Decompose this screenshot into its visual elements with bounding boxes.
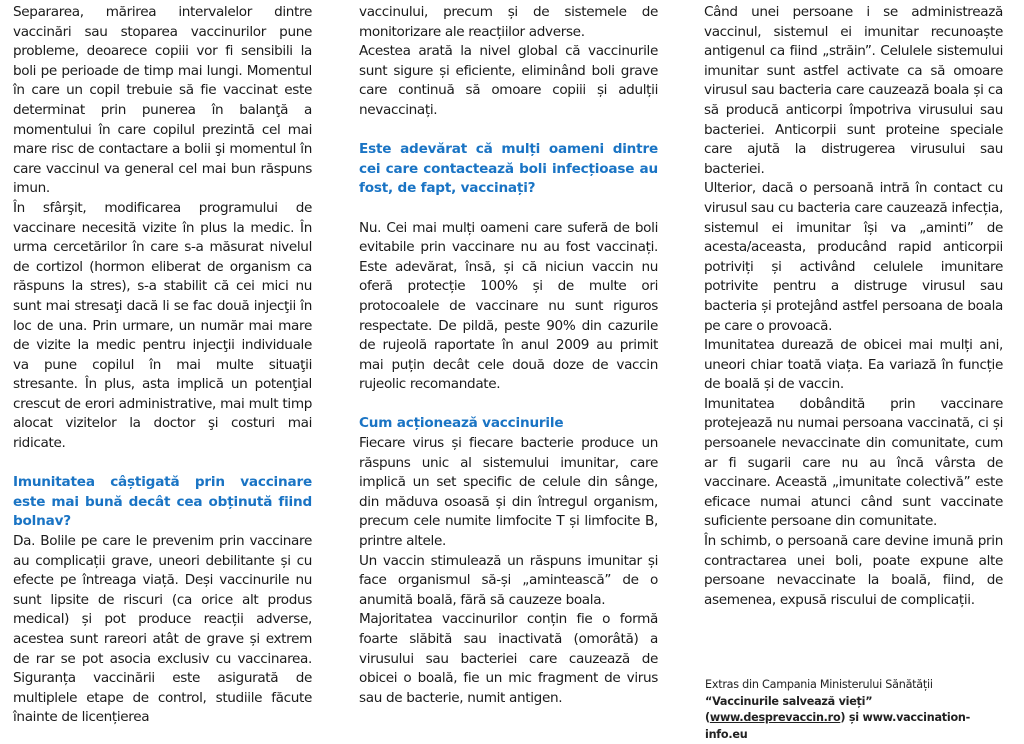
paragraph: În sfârşit, modificarea programului de vaccinare necesită vizite în plus la medic. În urma cercetărilor în care s-a măsurat nivelul de cortizol (hormon eliberat de organism ca răspuns la stres), s-a stabilit că cei mici nu sunt mai stresaţi dacă li se fac două injecţii în loc de una. Prin urmare, un număr mai mare de vizite la medic pentru injecţii individuale va pune copilul în mai multe situaţii stresante. În plus, asta implică un potenţial crescut de erori administrative, mai mult timp alocat vizitelor la doctor şi costuri mai ridicate. — [13, 199, 312, 452]
column-1 — [13, 3, 312, 728]
campaign-title: “Vaccinurile salvează vieți” — [705, 694, 873, 708]
column-2 — [359, 3, 658, 708]
paragraph: Majoritatea vaccinurilor conțin fie o formă foarte slăbită sau inactivată (omorâtă) a virusului sau bacteriei care cauzează de obicei o boală, fie un mic fragment de virus sau de bacterie, numit antigen. — [359, 611, 658, 706]
paragraph: Ulterior, dacă o persoană intră în contact cu virusul sau cu bacteria care cauzează infecția, sistemul ei imunitar își va „aminti” de acesta/aceasta, producând rapid anticorpii potriviți și activând celulele imunitare potrivite pentru a distruge virusul sau bacteria și protejând astfel persoana de boala pe care o provoacă. — [704, 180, 1003, 334]
section-heading-immunity: Imunitatea câștigată prin vaccinare este mai bună decât cea obținută fiind bolnav? — [13, 474, 312, 530]
paragraph: Da. Bolile pe care le prevenim prin vaccinare au complicații grave, uneori debilitante și cu efecte pe întreaga viață. Deși vaccinurile nu sunt lipsite de riscuri (ca orice alt produs medical) și pot produce reacții adverse, acestea sunt rareori atât de grave și extrem de rar se pot asocia exclusiv cu vaccinarea. Siguranța vaccinării este asigurată de multiplele etape de control, studiile făcute înainte de licențierea — [13, 533, 312, 726]
section-heading-vaccinated-cases: Este adevărat că mulți oameni dintre cei care contactează boli infecțioase au fost, de fapt, vaccinați? — [359, 141, 658, 197]
spacer — [359, 395, 658, 415]
paragraph: În schimb, o persoană care devine imună prin contractarea unei boli, poate expune alte persoane nevaccinate la boală, fiind, de asemenea, expusă riscului de complicații. — [704, 533, 1003, 608]
paragraph: Când unei persoane i se administrează vaccinul, sistemul ei imunitar recunoaște antigenul ca fiind „străin”. Celulele sistemului imunitar sunt astfel activate ca să omoare virusul sau bacteria care cauzează boala și ca să producă anticorpi împotriva virusului sau bacteriei. Anticorpii sunt proteine speciale care ajută la distrugerea virusului sau bacteriei. — [704, 4, 1003, 177]
paragraph: Nu. Cei mai mulți oameni care suferă de boli evitabile prin vaccinare nu au fost vaccinați. Este adevărat, însă, și că niciun vaccin nu oferă protecție 100% și de multe ori protocoalele de vaccinare nu sunt riguros respectate. De pildă, peste 90% din cazurile de rujeolă raportate în anul 2009 au primit mai puțin decât cele două doze de vaccin rujeolic recomandate. — [359, 219, 658, 393]
column-3 — [704, 3, 1003, 610]
paragraph: Imunitatea dobândită prin vaccinare protejează nu numai persoana vaccinată, ci și persoanele nevaccinate din comunitate, cum ar fi sugarii care nu au încă vârsta de vaccinare. Această „imunitate colectivă” este eficace numai atunci când sunt vaccinate suficiente persoane din comunitate. — [704, 395, 1003, 530]
source-links — [705, 710, 995, 743]
desprevaccin-link[interactable]: www.desprevaccin.ro — [709, 711, 841, 725]
paragraph: Fiecare virus și fiecare bacterie produce un răspuns unic al sistemului imunitar, care implică un set specific de celule din sânge, din măduva osoasă și din întregul organism, precum cele numite limfocite T și limfocite B, printre altele. — [359, 435, 658, 550]
source-line: Extras din Campania Ministerului Sănătății — [705, 678, 933, 691]
source-credit — [705, 677, 995, 743]
paragraph: Separarea, mărirea intervalelor dintre vaccinări sau stoparea vaccinurilor pune probleme, deoarece copiii vor fi sensibili la boli pe perioade de timp mai lungi. Momentul în care un copil trebuie să fie vaccinat este determinat prin punerea în balanţă a momentului în care copilul prezintă cel mai mare risc de contactare a bolii şi momentul în care vaccinul va general cel mai bun răspuns imun. — [13, 4, 312, 197]
paragraph: Imunitatea durează de obicei mai mulți ani, uneori chiar toată viața. Ea variază în funcție de boală și de vaccin. — [704, 337, 1003, 393]
spacer — [359, 199, 658, 219]
paragraph: vaccinului, precum și de sistemele de monitorizare ale reacțiilor adverse. — [359, 4, 658, 40]
paragraph: Un vaccin stimulează un răspuns imunitar și face organismul să-și „amintească” de o anumită boală, fără să cauzeze boala. — [359, 552, 658, 608]
paren-open: ( — [705, 711, 710, 725]
spacer — [359, 121, 658, 141]
section-heading-how-vaccines-work: Cum acționează vaccinurile — [359, 415, 564, 432]
spacer — [13, 454, 312, 474]
links-rest: ) și www.vaccination-info.eu — [705, 711, 971, 741]
paragraph: Acestea arată la nivel global că vaccinurile sunt sigure și eficiente, eliminând boli grave care continuă să omoare copiii și adulții nevaccinați. — [359, 43, 658, 118]
